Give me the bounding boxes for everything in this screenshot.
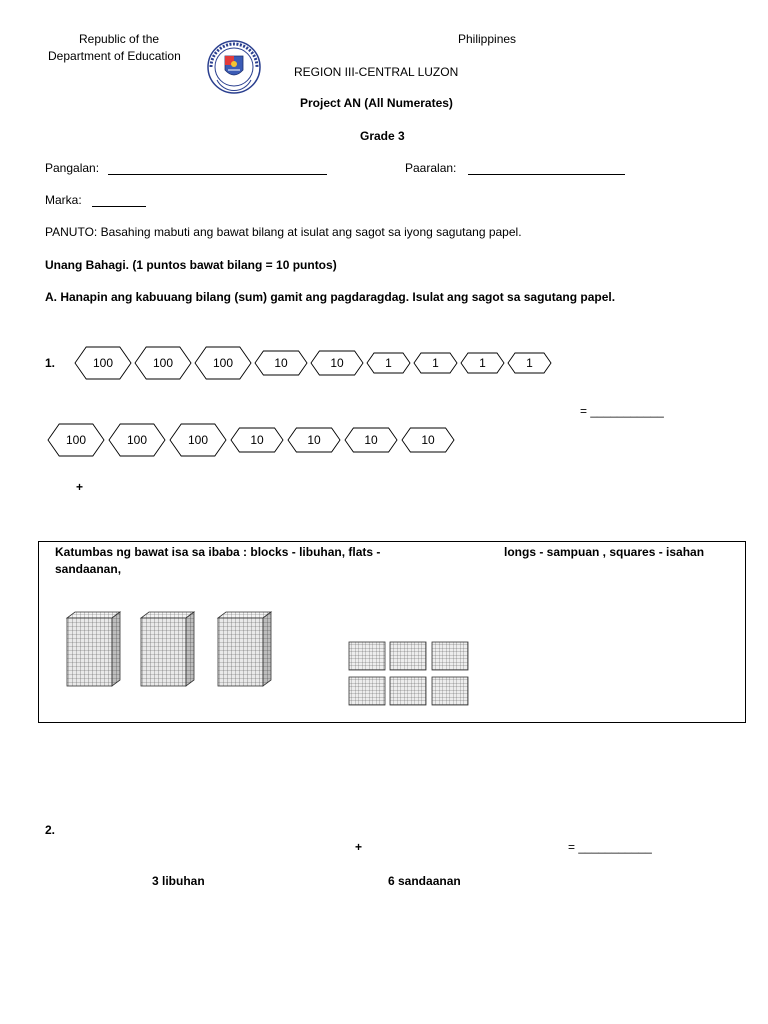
tile-label: 100 [152,356,174,370]
score-label: Marka: [45,193,82,207]
tile-label: 10 [250,433,264,447]
legend-line2: sandaanan, [55,562,122,576]
place-value-tile-100 [135,347,191,379]
place-value-tile-10 [345,428,397,452]
tile-label: 1 [432,356,439,370]
item-2-equals: = ___________ [568,840,652,854]
tile-label: 100 [65,433,87,447]
hex-row-2 [48,423,458,457]
tile-label: 1 [385,356,392,370]
thousand-block-icon [218,612,271,686]
hundred-flat-icon [390,642,426,670]
tile-label: 10 [274,356,288,370]
place-value-tile-10 [402,428,454,452]
hundred-flat-icon [349,642,385,670]
item-2-label-right: 6 sandaanan [388,874,461,888]
department-line: Department of Education [48,49,181,63]
place-value-tile-10 [231,428,283,452]
place-value-tile-1 [461,353,504,373]
item-2-number: 2. [45,823,56,837]
name-blank[interactable] [108,174,327,175]
item-2-plus: + [355,840,363,854]
place-value-tile-10 [288,428,340,452]
project-title: Project AN (All Numerates) [300,96,453,110]
tile-label: 100 [126,433,148,447]
place-value-tile-100 [170,424,226,456]
hundred-flat-icon [432,677,468,705]
legend-line1-right: longs - sampuan , squares - isahan [504,545,705,559]
part-title: Unang Bahagi. (1 puntos bawat bilang = 10 puntos) [45,258,337,272]
deped-seal-icon [207,40,261,94]
tile-label: 10 [307,433,321,447]
item1.row1-svg [75,346,555,380]
section-a-text: A. Hanapin ang kabuuang bilang (sum) gamit ang pagdaragdag. Isulat ang sagot sa sagutang papel. [45,290,616,304]
region-title: REGION III-CENTRAL LUZON [294,65,459,79]
tile-label: 10 [421,433,435,447]
hundred-flats-group [348,641,472,707]
grade-title: Grade 3 [360,129,405,143]
name-label: Pangalan: [45,161,100,175]
item-1-plus: + [76,480,84,494]
legend-box [38,541,746,723]
hundred-flat-icon [432,642,468,670]
tile-label: 10 [364,433,378,447]
item-1-equals: = ___________ [580,404,664,418]
place-value-tile-1 [367,353,410,373]
tile-label: 10 [330,356,344,370]
place-value-tile-1 [508,353,551,373]
legend-line1-left: Katumbas ng bawat isa sa ibaba : blocks - libuhan, flats - [55,545,381,559]
tile-label: 1 [526,356,533,370]
score-blank[interactable] [92,206,146,207]
tile-label: 100 [212,356,234,370]
panuto-text: PANUTO: Basahing mabuti ang bawat bilang at isulat ang sagot sa iyong sagutang papel. [45,225,522,239]
hundred-flat-icon [390,677,426,705]
place-value-tile-100 [48,424,104,456]
hex-row-1 [75,346,565,380]
place-value-tile-100 [195,347,251,379]
tile-label: 100 [187,433,209,447]
hundred-flat-icon [349,677,385,705]
place-value-tile-10 [255,351,307,375]
tile-label: 1 [479,356,486,370]
place-value-tile-100 [109,424,165,456]
item-1-number: 1. [45,356,56,370]
place-value-tile-100 [75,347,131,379]
item1.row2-svg [48,423,459,457]
thousand-block-icon [141,612,194,686]
item-2-label-left: 3 libuhan [152,874,205,888]
republic-line: Republic of the [79,32,160,46]
school-blank[interactable] [468,174,625,175]
country: Philippines [458,32,517,46]
thousand-block-icon [67,612,120,686]
place-value-tile-10 [311,351,363,375]
tile-label: 100 [92,356,114,370]
school-label: Paaralan: [405,161,457,175]
thousand-blocks-group [64,610,284,692]
place-value-tile-1 [414,353,457,373]
